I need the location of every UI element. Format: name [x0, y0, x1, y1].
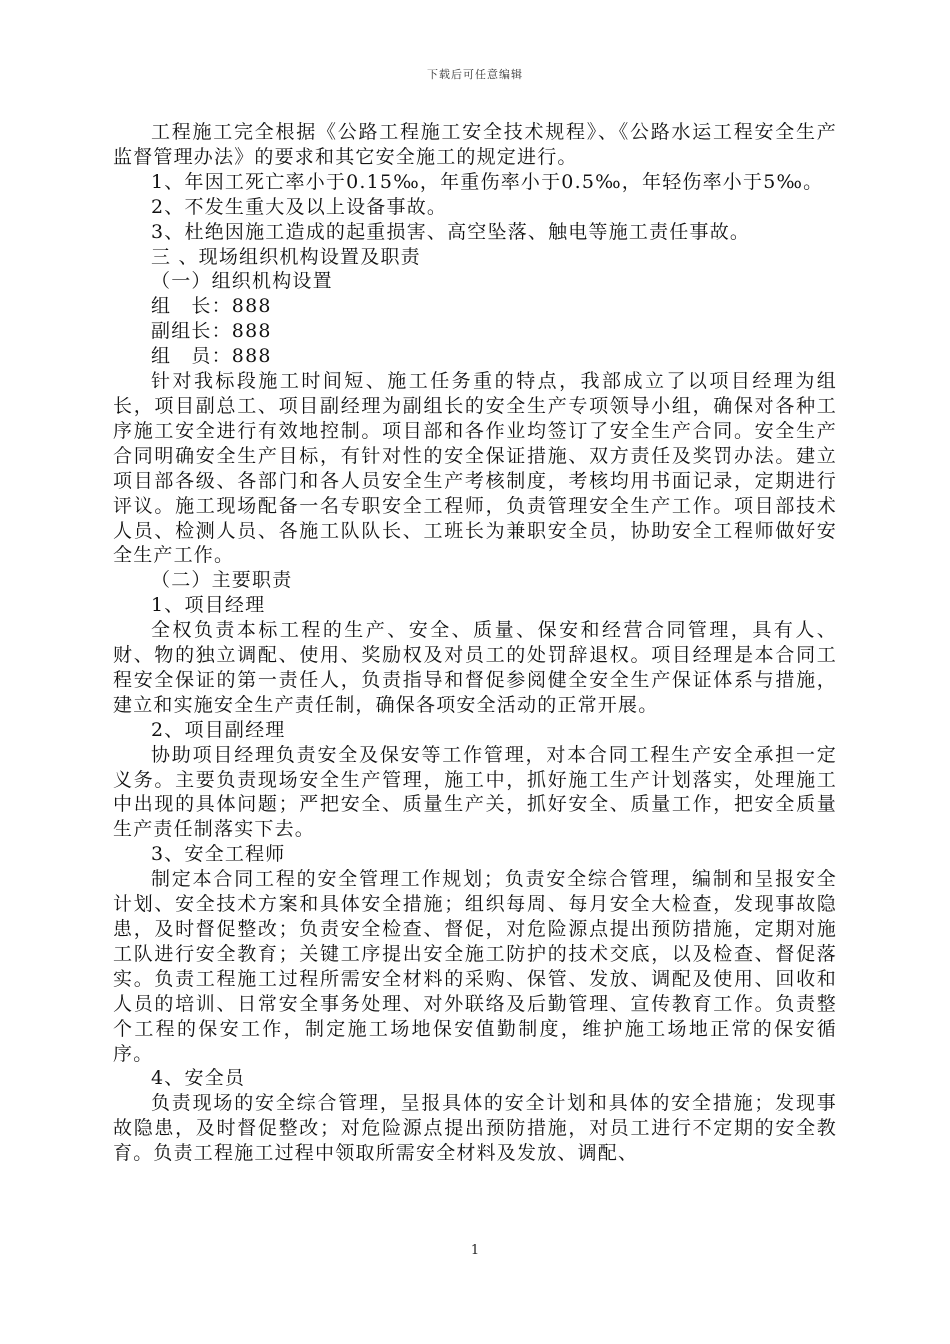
member-members: 组 员：888 [151, 345, 272, 368]
paragraph-target-1: 1、年因工死亡率小于0.15‰，年重伤率小于0.5‰，年轻伤率小于5‰。 [151, 170, 824, 193]
subsection-heading-duties: （二）主要职责 [151, 569, 293, 592]
duty-text-safety-officer: 负责现场的安全综合管理，呈报具体的安全计划和具体的安全措施；发现事故隐患，及时督促整改；对危险源点提出预防措施，对员工进行不定期的安全教育。负责工程施工过程中领取所需安全材料及发放、调配、 [113, 1092, 837, 1165]
duty-heading-deputy-manager: 2、项目副经理 [151, 718, 286, 741]
paragraph-target-2: 2、不发生重大及以上设备事故。 [151, 195, 448, 218]
page-number: 1 [470, 1243, 480, 1258]
duty-heading-safety-officer: 4、安全员 [151, 1067, 246, 1090]
member-leader: 组 长：888 [151, 295, 272, 318]
duty-text-project-manager: 全权负责本标工程的生产、安全、质量、保安和经营合同管理，具有人、财、物的独立调配、使用、奖励权及对员工的处罚辞退权。项目经理是本合同工程安全保证的第一责任人，负责指导和督促参阅健全安全生产保证体系与措施，建立和实施安全生产责任制，确保各项安全活动的正常开展。 [113, 619, 837, 716]
member-deputy-leader: 副组长：888 [151, 320, 272, 343]
document-body [113, 120, 837, 1166]
subsection-heading-setup: （一）组织机构设置 [151, 270, 333, 293]
paragraph-target-3: 3、杜绝因施工造成的起重损害、高空坠落、触电等施工责任事故。 [151, 220, 751, 243]
duty-text-safety-engineer: 制定本合同工程的安全管理工作规划；负责安全综合管理，编制和呈报安全计划、安全技术方案和具体安全措施；组织每周、每月安全大检查，发现事故隐患，及时督促整改；负责安全检查、督促，对危险源点提出预防措施，定期对施工队进行安全教育；关键工序提出安全施工防护的技术交底，以及检查、督促落实。负责工程施工过程所需安全材料的采购、保管、发放、调配及使用、回收和人员的培训、日常安全事务处理、对外联络及后勤管理、宣传教育工作。负责整个工程的保安工作，制定施工场地保安值勤制度，维护施工场地正常的保安循序。 [113, 868, 837, 1065]
section-heading-organization: 三 、现场组织机构设置及职责 [151, 245, 421, 268]
duty-text-deputy-manager: 协助项目经理负责安全及保安等工作管理，对本合同工程生产安全承担一定义务。主要负责现场安全生产管理，施工中，抓好施工生产计划落实，处理施工中出现的具体问题；严把安全、质量生产关，抓好安全、质量工作，把安全质量生产责任制落实下去。 [113, 743, 837, 841]
duty-heading-project-manager: 1、项目经理 [151, 594, 266, 617]
duty-heading-safety-engineer: 3、安全工程师 [151, 843, 286, 866]
paragraph-intro: 工程施工完全根据《公路工程施工安全技术规程》、《公路水运工程安全生产监督管理办法》的要求和其它安全施工的规定进行。 [113, 121, 837, 168]
page-header-note: 下载后可任意编辑 [427, 68, 523, 81]
paragraph-organization-description: 针对我标段施工时间短、施工任务重的特点，我部成立了以项目经理为组长，项目副总工、项目副经理为副组长的安全生产专项领导小组，确保对各种工序施工安全进行有效地控制。项目部和各作业均签订了安全生产合同。安全生产合同明确安全生产目标，有针对性的安全保证措施、双方责任及奖罚办法。建立项目部各级、各部门和各人员安全生产考核制度，考核均用书面记录，定期进行评议。施工现场配备一名专职安全工程师，负责管理安全生产工作。项目部技术人员、检测人员、各施工队队长、工班长为兼职安全员，协助安全工程师做好安全生产工作。 [113, 370, 837, 567]
